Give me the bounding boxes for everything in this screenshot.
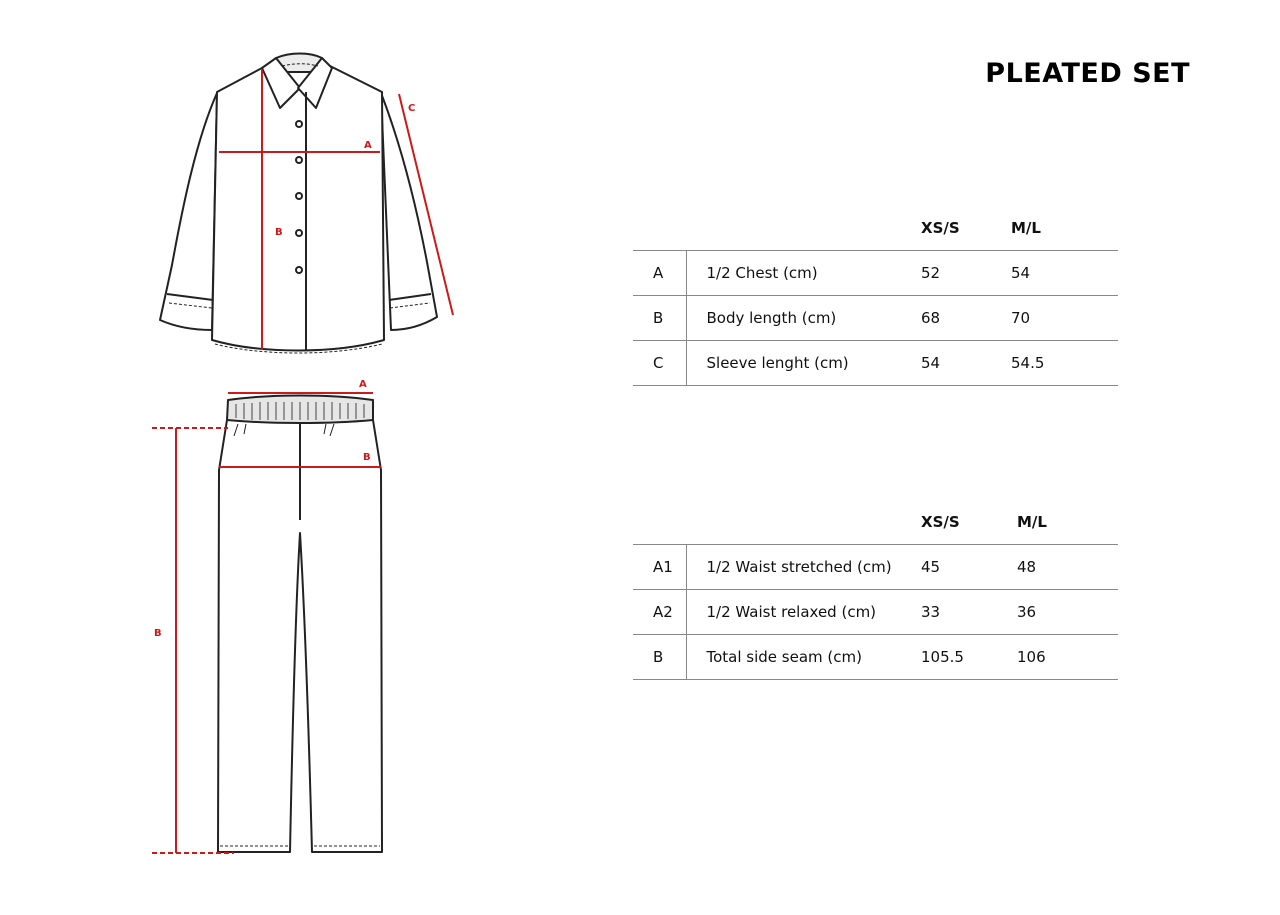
measure-label: Body length (cm)	[686, 296, 921, 341]
measure-code: B	[633, 635, 686, 680]
measure-value: 105.5	[921, 635, 1017, 680]
measure-code: B	[633, 296, 686, 341]
measure-value: 54.5	[1011, 341, 1118, 386]
table-row	[633, 590, 1118, 635]
table-row	[633, 341, 1118, 386]
table-row	[633, 545, 1118, 590]
shirt-body	[212, 66, 384, 351]
pants-label-a: A	[359, 379, 367, 390]
product-title: PLEATED SET	[985, 58, 1190, 89]
measure-value: 48	[1017, 545, 1118, 590]
measure-value: 54	[921, 341, 1011, 386]
measure-value: 68	[921, 296, 1011, 341]
shirt-size-table	[633, 205, 1118, 386]
table-row	[633, 251, 1118, 296]
shirt-illustration	[160, 54, 437, 351]
measure-code: A2	[633, 590, 686, 635]
measure-value: 54	[1011, 251, 1118, 296]
pants-label-b: B	[363, 452, 371, 463]
table-header-row	[633, 499, 1118, 545]
size-header: XS/S	[921, 512, 960, 531]
pants-size-table	[633, 499, 1118, 680]
measure-label: 1/2 Waist stretched (cm)	[686, 545, 921, 590]
pants-illustration	[218, 396, 382, 853]
header-blank	[633, 499, 686, 545]
header-blank	[633, 205, 686, 251]
measure-label: Total side seam (cm)	[686, 635, 921, 680]
header-blank	[686, 499, 921, 545]
measure-label: 1/2 Chest (cm)	[686, 251, 921, 296]
size-header: XS/S	[921, 218, 960, 237]
size-header: M/L	[1011, 218, 1041, 237]
measure-value: 36	[1017, 590, 1118, 635]
table-row	[633, 635, 1118, 680]
size-header: M/L	[1017, 512, 1047, 531]
measure-value: 70	[1011, 296, 1118, 341]
measure-code: A1	[633, 545, 686, 590]
shirt-label-a: A	[364, 140, 372, 151]
measure-code: C	[633, 341, 686, 386]
table-header-row	[633, 205, 1118, 251]
header-blank	[686, 205, 921, 251]
measure-code: A	[633, 251, 686, 296]
measure-label: 1/2 Waist relaxed (cm)	[686, 590, 921, 635]
measure-value: 106	[1017, 635, 1118, 680]
measure-value: 45	[921, 545, 1017, 590]
measure-label: Sleeve lenght (cm)	[686, 341, 921, 386]
pants-label-side-b: B	[154, 628, 162, 639]
shirt-label-b: B	[275, 227, 283, 238]
measure-value: 33	[921, 590, 1017, 635]
table-row	[633, 296, 1118, 341]
measure-value: 52	[921, 251, 1011, 296]
shirt-label-c: C	[408, 103, 416, 114]
